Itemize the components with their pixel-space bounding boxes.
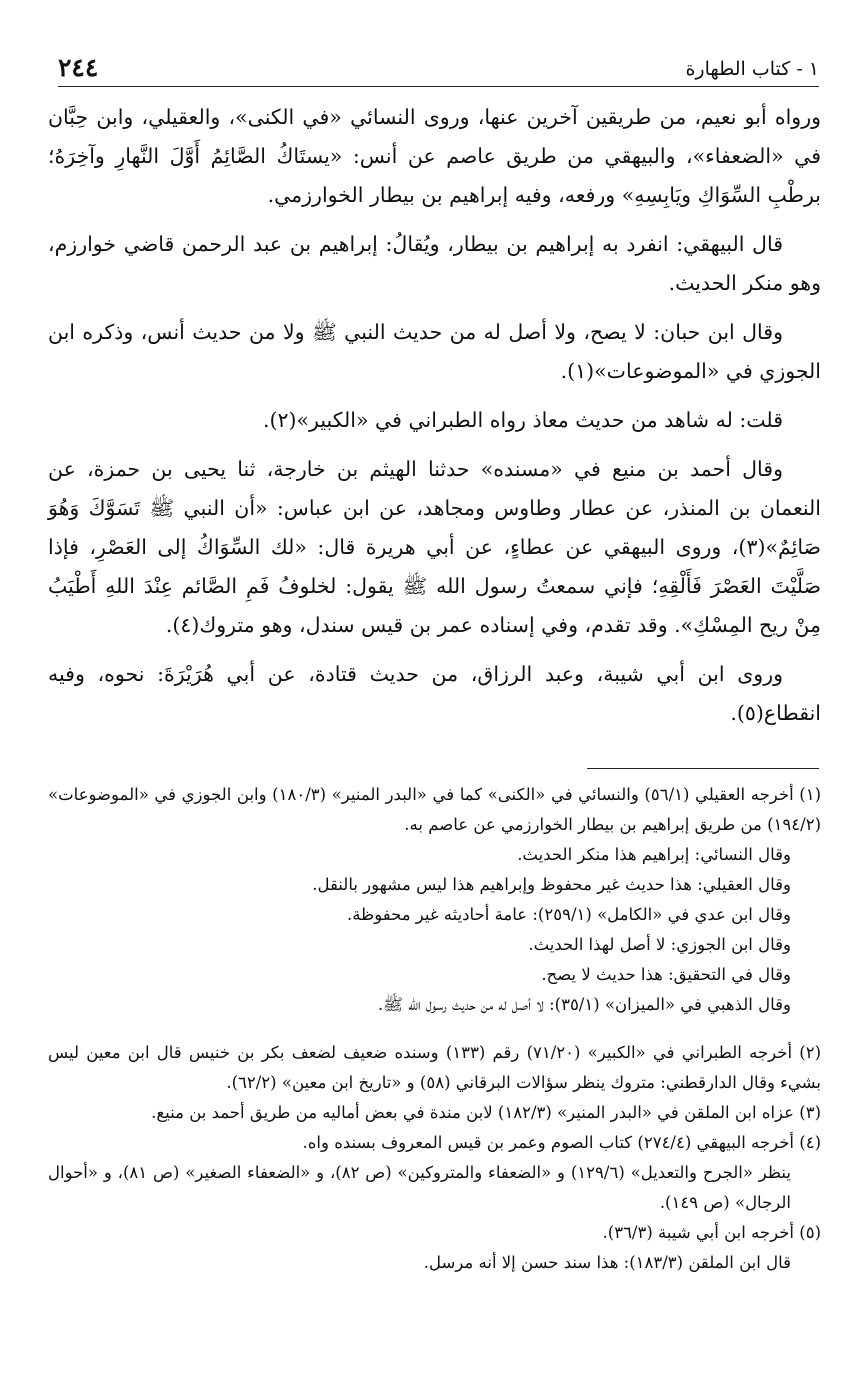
footnote-text: وقال ابن عدي في «الكامل» (٢٥٩/١): عامة أحاديثه غير محفوظة. bbox=[346, 905, 791, 924]
footnote-2: (٢) أخرجه الطبراني في «الكبير» (٧١/٢٠) رقم (١٣٣) وسنده ضعيف لضعف بكر بن خنيس قال ابن معين ليس بشيء وقال الدارقطني: متروك ينظر سؤالات البرقاني (٥٨) و «تاريخ ابن معين» (٦٢/٢). bbox=[48, 1043, 822, 1092]
footnote-text: (١) أخرجه العقيلي (٥٦/١) والنسائي في «الكنى» كما في «البدر المنير» (١٨٠/٣) وابن الجوزي في «الموضوعات» (١٩٤/٢) من طريق إبراهيم بن بيطار الخوارزمي عن عاصم به. bbox=[48, 785, 821, 834]
paragraph: وروى ابن أبي شيبة، وعبد الرزاق، من حديث قتادة، عن أبي هُرَيْرَةَ: نحوه، وفيه انقطاع(٥). bbox=[48, 662, 821, 725]
footnote-text: قال ابن الملقن (١٨٣/٣): هذا سند حسن إلا أنه مرسل. bbox=[423, 1253, 791, 1272]
main-text bbox=[48, 98, 821, 743]
footnote-4: (٤) أخرجه البيهقي (٢٧٤/٤) كتاب الصوم وعمر بن قيس المعروف بسنده واه. bbox=[302, 1133, 821, 1152]
paragraph: قلت: له شاهد من حديث معاذ رواه الطبراني في «الكبير»(٢). bbox=[262, 408, 783, 432]
footnote-text: وقال في التحقيق: هذا حديث لا يصح. bbox=[541, 965, 791, 984]
footnote-text: وقال النسائي: إبراهيم هذا منكر الحديث. bbox=[517, 845, 791, 864]
page-number: ٢٤٤ bbox=[58, 53, 99, 82]
footnotes bbox=[48, 780, 821, 1278]
footnote-3: (٣) عزاه ابن الملقن في «البدر المنير» (١٨٢/٣) لابن مندة في بعض أماليه من طريق أحمد بن منيع. bbox=[151, 1103, 821, 1122]
page-header bbox=[58, 48, 819, 87]
running-title: ١ - كتاب الطهارة bbox=[685, 58, 819, 80]
paragraph: وقال أحمد بن منيع في «مسنده» حدثنا الهيثم بن خارجة، ثنا يحيى بن حمزة، عن النعمان بن المنذر، عن عطار وطاوس ومجاهد، عن ابن عباس: «أن النبي ﷺ تَسَوَّكَ وَهُوَ صَائِمٌ»(٣)، وروى البيهقي عن عطاءٍ، عن أبي هريرة قال: «لك السِّوَاكُ إلى العَصْرِ، فإذا صَلَّيْتَ العَصْرَ فَأَلْقِهِ؛ فإني سمعتُ رسول الله ﷺ يقول: لخلوفُ فَمِ الصَّائم عِنْدَ اللهِ أَطْيَبُ مِنْ ريح المِسْكِ». وقد تقدم، وفي إسناده عمر بن قيس سندل، وهو متروك(٤). bbox=[48, 457, 821, 637]
footnote-text: وقال ابن الجوزي: لا أصل لهذا الحديث. bbox=[528, 935, 791, 954]
footnote-5: (٥) أخرجه ابن أبي شيبة (٣٦/٣). bbox=[602, 1223, 821, 1242]
paragraph: ورواه أبو نعيم، من طريقين آخرين عنها، وروى النسائي «في الكنى»، والعقيلي، وابن حِبَّان في «الضعفاء»، والبيهقي من طريق عاصم عن أنس: «يستَاكُ الصَّائِمُ أَوَّلَ النَّهارِ وآخِرَهُ؛ برطْبِ السِّوَاكِ ويَابِسِهِ» ورفعه، وفيه إبراهيم بن بيطار الخوارزمي. bbox=[48, 105, 821, 207]
paragraph: وقال ابن حبان: لا يصح، ولا أصل له من حديث النبي ﷺ ولا من حديث أنس، وذكره ابن الجوزي في «الموضوعات»(١). bbox=[48, 320, 821, 383]
footnote-text: وقال الذهبي في «الميزان» (٣٥/١): لا أصل له من حديث رسول الله ﷺ. bbox=[377, 995, 791, 1014]
paragraph: قال البيهقي: انفرد به إبراهيم بن بيطار، ويُقالُ: إبراهيم بن عبد الرحمن قاضي خوارزم، وهو منكر الحديث. bbox=[48, 232, 821, 295]
footnote-1 bbox=[48, 780, 821, 1020]
footnote-text: وقال العقيلي: هذا حديث غير محفوظ وإبراهيم هذا ليس مشهور بالنقل. bbox=[312, 875, 791, 894]
footnote-divider bbox=[587, 768, 819, 769]
footnotes-2-5 bbox=[48, 1038, 821, 1278]
footnote-text: ينظر «الجرح والتعديل» (١٢٩/٦) و «الضعفاء والمتروكين» (ص ٨٢)، و «الضعفاء الصغير» (ص ٨١)، و «أحوال الرجال» (ص ١٤٩). bbox=[48, 1163, 791, 1212]
